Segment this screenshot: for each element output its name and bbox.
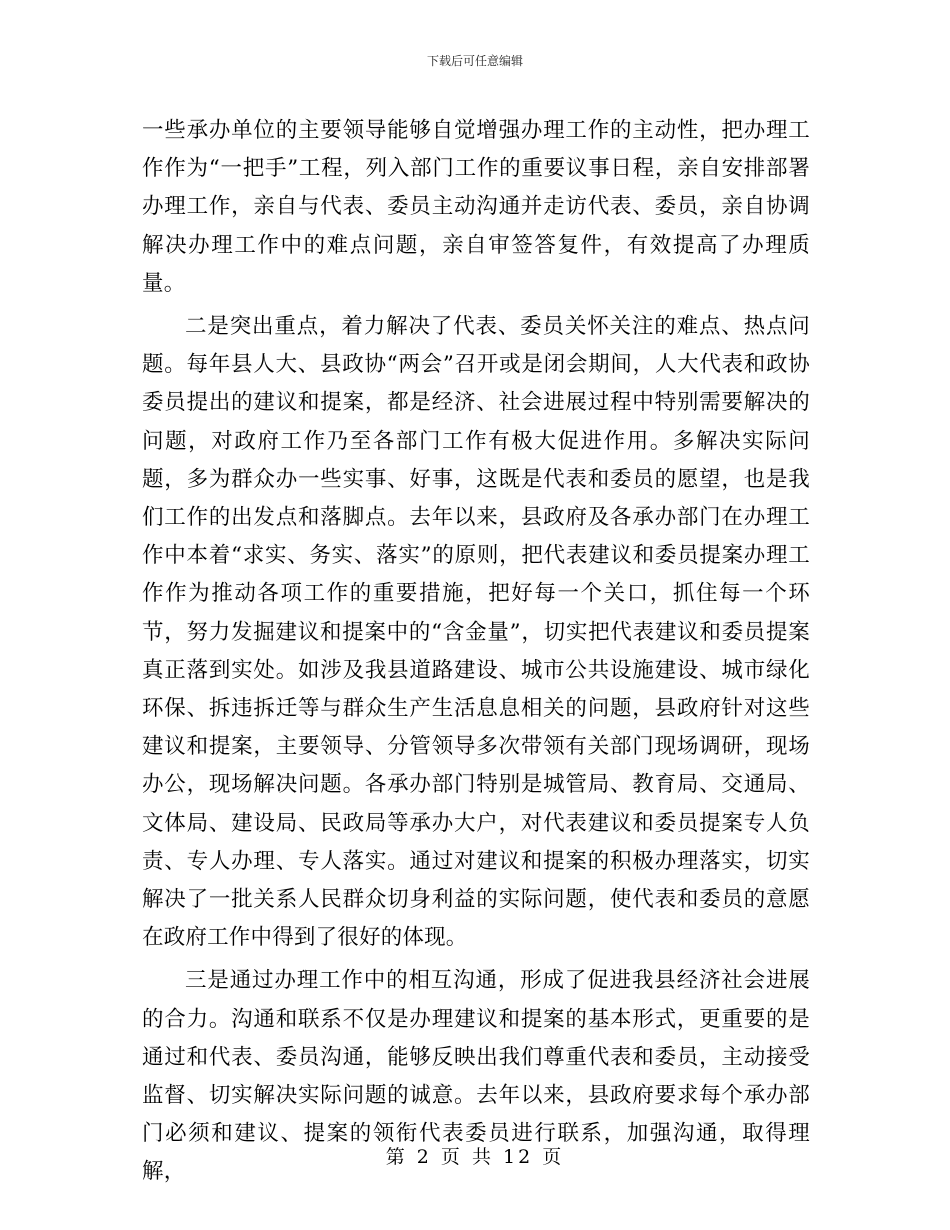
document-body — [142, 112, 810, 1192]
paragraph-2: 二是突出重点，着力解决了代表、委员关怀关注的难点、热点问题。每年县人大、县政协“两会”召开或是闭会期间，人大代表和政协委员提出的建议和提案，都是经济、社会进展过程中特别需要解决的问题，对政府工作乃至各部门工作有极大促进作用。多解决实际问题，多为群众办一些实事、好事，这既是代表和委员的愿望，也是我们工作的出发点和落脚点。去年以来，县政府及各承办部门在办理工作中本着“求实、务实、落实”的原则，把代表建议和委员提案办理工作作为推动各项工作的重要措施，把好每一个关口，抓住每一个环节，努力发掘建议和提案中的“含金量”，切实把代表建议和委员提案真正落到实处。如涉及我县道路建设、城市公共设施建设、城市绿化环保、拆违拆迁等与群众生产生活息息相关的问题，县政府针对这些建议和提案，主要领导、分管领导多次带领有关部门现场调研，现场办公，现场解决问题。各承办部门特别是城管局、教育局、交通局、文体局、建设局、民政局等承办大户，对代表建议和委员提案专人负责、专人办理、专人落实。通过对建议和提案的积极办理落实，切实解决了一批关系人民群众切身利益的实际问题，使代表和委员的意愿在政府工作中得到了很好的体现。 — [142, 314, 810, 951]
paragraph-3: 三是通过办理工作中的相互沟通，形成了促进我县经济社会进展的合力。沟通和联系不仅是办理建议和提案的基本形式，更重要的是通过和代表、委员沟通，能够反映出我们尊重代表和委员，主动接受监督、切实解决实际问题的诚意。去年以来，县政府要求每个承办部门必须和建议、提案的领衔代表委员进行联系，加强沟通，取得理解， — [142, 968, 810, 1185]
page-footer: 第 2 页 共 12 页 — [385, 1146, 565, 1168]
page-header: 下载后可任意编辑 — [426, 54, 523, 68]
paragraph-1: 一些承办单位的主要领导能够自觉增强办理工作的主动性，把办理工作作为“一把手”工程，列入部门工作的重要议事日程，亲自安排部署办理工作，亲自与代表、委员主动沟通并走访代表、委员，亲自协调解决办理工作中的难点问题，亲自审签答复件，有效提高了办理质量。 — [142, 118, 810, 296]
